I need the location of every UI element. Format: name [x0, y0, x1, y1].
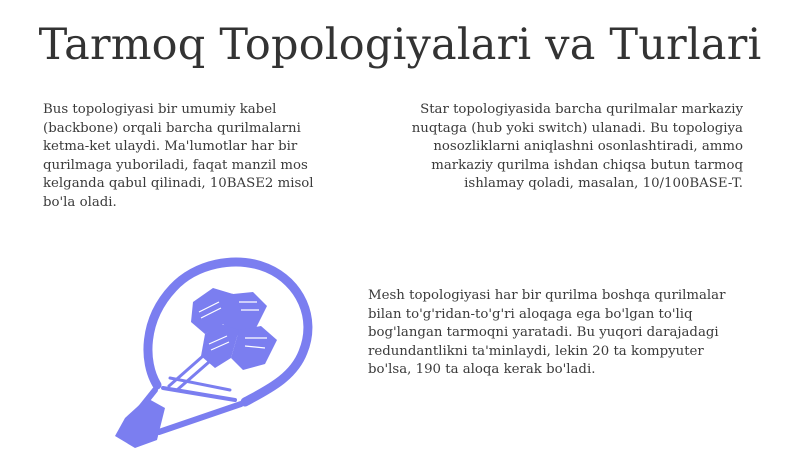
bulb-neck-line	[159, 404, 241, 432]
mesh-topology-paragraph: Mesh topologiyasi har bir qurilma boshqa qurilmalar bilan to'g'ridan-to'g'ri aloqaga ega bo'lgan to'liq bog'langan tarmoqni yaratadi. Bu yuqori darajadagi redundantlikni ta'minlaydi, lekin 20 ta kompyuter bo'lsa, 190 ta aloqa kerak bo'ladi.	[368, 288, 726, 378]
lightbulb-books-illustration	[95, 250, 325, 450]
bus-topology-paragraph: Bus topologiyasi bir umumiy kabel (backbone) orqali barcha qurilmalarni ketma-ket ulaydi. Ma'lumotlar har bir qurilmaga yuboriladi, faqat manzil mos kelganda qabul qilinadi, 10BASE2 misol bo'la oladi.	[43, 102, 314, 210]
lightbulb-books-icon	[95, 250, 325, 450]
slide-title: Tarmoq Topologiyalari va Turlari	[38, 20, 762, 70]
star-topology-paragraph: Star topologiyasida barcha qurilmalar markaziy nuqtaga (hub yoki switch) ulanadi. Bu topologiya nosozliklarni aniqlashni osonlashtiradi, ammo markaziy qurilma ishdan chiqsa butun tarmoq ishlamay qoladi, masalan, 10/100BASE-T.	[411, 102, 743, 192]
bulb-base	[115, 398, 165, 448]
